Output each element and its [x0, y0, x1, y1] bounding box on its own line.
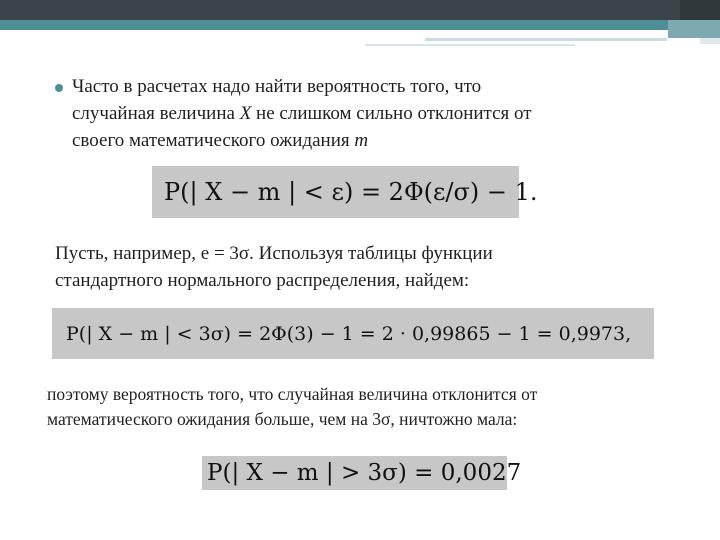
paragraph-2 — [55, 240, 493, 294]
paragraph-1-line-3: своего математического ожидания m — [72, 130, 369, 151]
header-bar-dark — [0, 0, 720, 20]
variable-x: X — [239, 103, 252, 124]
header-line-a — [425, 38, 667, 41]
bullet-dot — [55, 84, 63, 92]
paragraph-1-line-2: случайная величина X не слишком сильно отклонится от — [72, 103, 532, 124]
paragraph-2-line-1: Пусть, например, e = 3σ. Используя таблицы функции — [55, 243, 493, 264]
paragraph-3-line-1: поэтому вероятность того, что случайная величина отклонится от — [47, 384, 538, 404]
formula-1: P(| X − m | < ε) = 2Φ(ε/σ) − 1. — [152, 166, 519, 218]
paragraph-1-line-1: Часто в расчетах надо найти вероятность того, что — [72, 76, 482, 97]
variable-m: m — [354, 130, 369, 151]
header-bar-teal-accent — [668, 20, 720, 38]
paragraph-3-line-2: математического ожидания больше, чем на 3σ, ничтожно мала: — [47, 409, 518, 429]
header-line-b — [365, 44, 575, 46]
formula-2: P(| X − m | < 3σ) = 2Φ(3) − 1 = 2 · 0,99865 − 1 = 0,9973, — [52, 308, 654, 359]
header-bar-dark-accent — [680, 0, 720, 20]
formula-3: P(| X − m | > 3σ) = 0,0027 — [202, 456, 507, 490]
paragraph-1 — [72, 73, 532, 154]
header-bar-teal — [0, 20, 720, 30]
paragraph-2-line-2: стандартного нормального распределения, найдем: — [55, 270, 470, 291]
header-line-c — [700, 38, 720, 44]
paragraph-3 — [47, 382, 537, 432]
